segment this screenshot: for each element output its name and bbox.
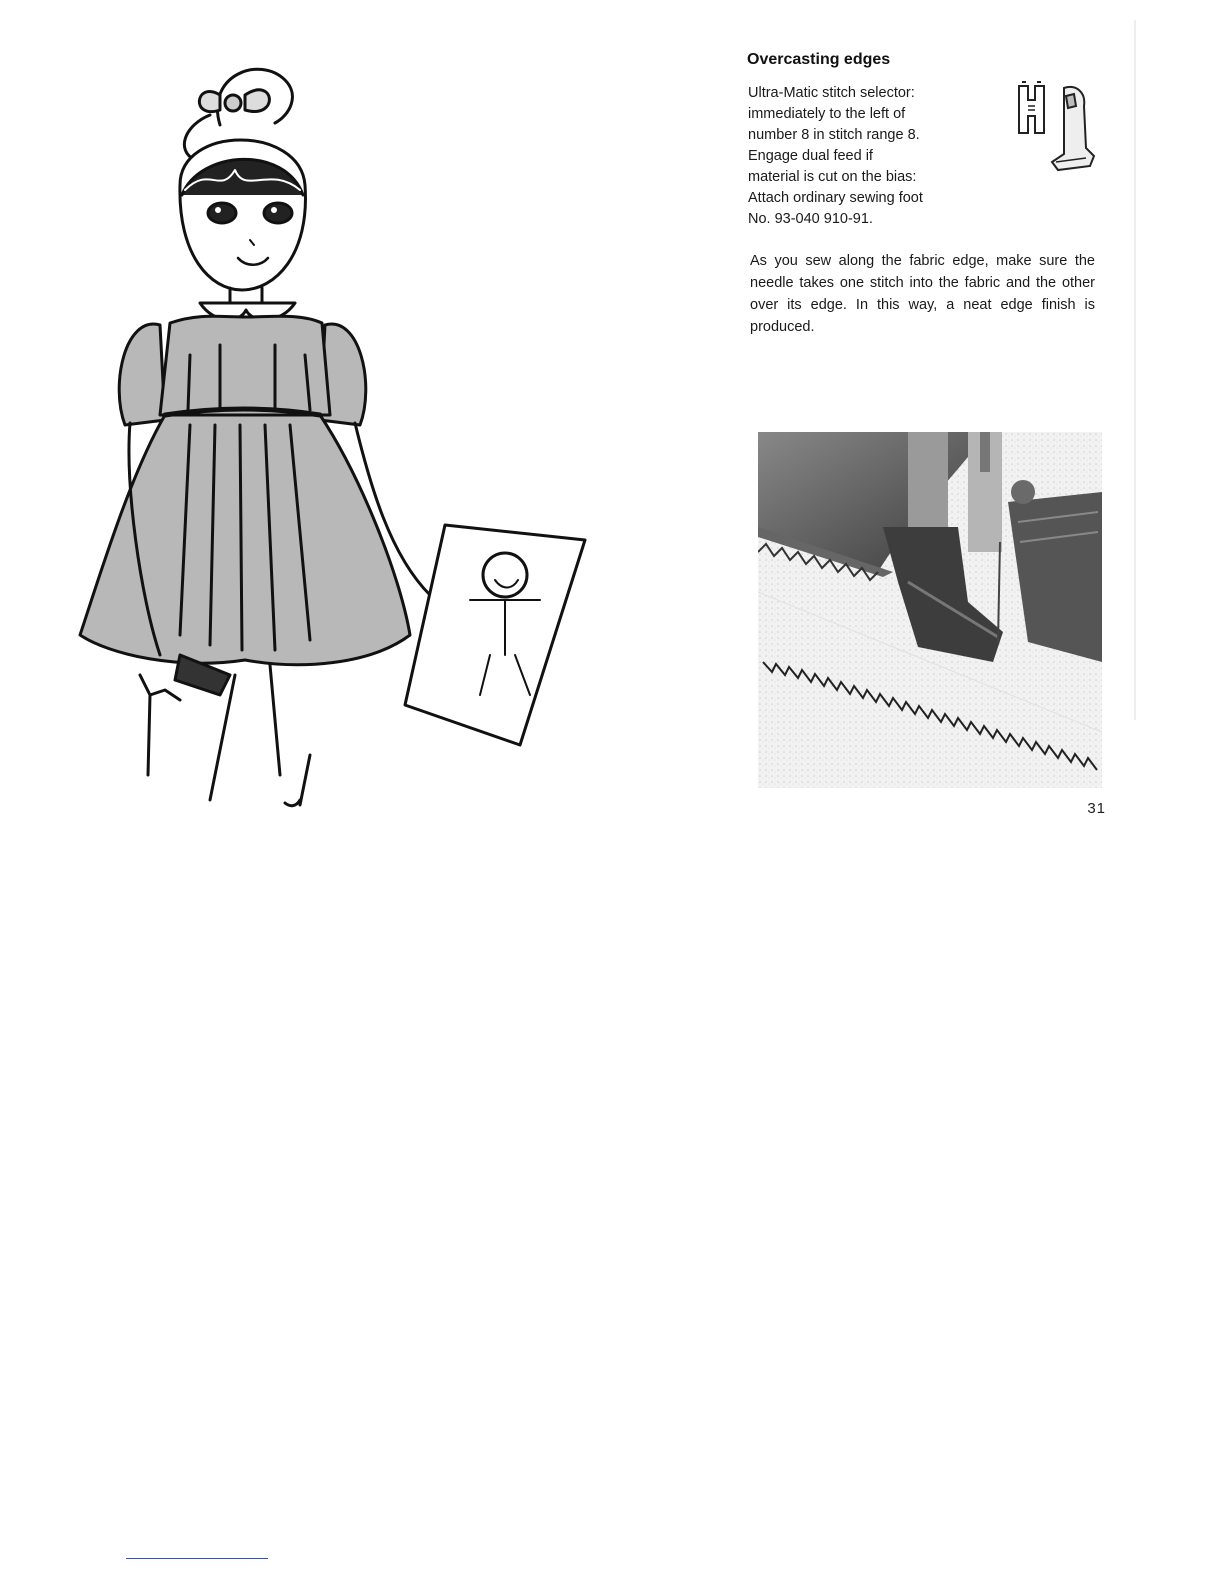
settings-line: Ultra-Matic stitch selector: <box>748 85 915 101</box>
overcast-stitch-photo <box>758 432 1102 788</box>
settings-line: number 8 in stitch range 8. <box>748 127 920 143</box>
scan-edge-shadow <box>1134 20 1136 720</box>
settings-line: Engage dual feed if <box>748 148 873 164</box>
settings-line: Attach ordinary sewing foot <box>748 190 923 206</box>
footer-rule <box>126 1558 268 1559</box>
settings-line: immediately to the left of <box>748 106 906 122</box>
sewing-foot-icon <box>1014 78 1100 178</box>
stitch-settings <box>748 83 988 230</box>
settings-line: material is cut on the bias: <box>748 169 917 185</box>
page-number: 31 <box>1087 800 1106 817</box>
instructions-paragraph: As you sew along the fabric edge, make sure the needle takes one stitch into the fabric and the other over its edge. In this way, a neat edge finish is produced. <box>750 253 1095 335</box>
girl-drawing-illustration <box>70 55 600 825</box>
settings-line: No. 93-040 910-91. <box>748 211 873 227</box>
section-heading: Overcasting edges <box>747 51 891 68</box>
